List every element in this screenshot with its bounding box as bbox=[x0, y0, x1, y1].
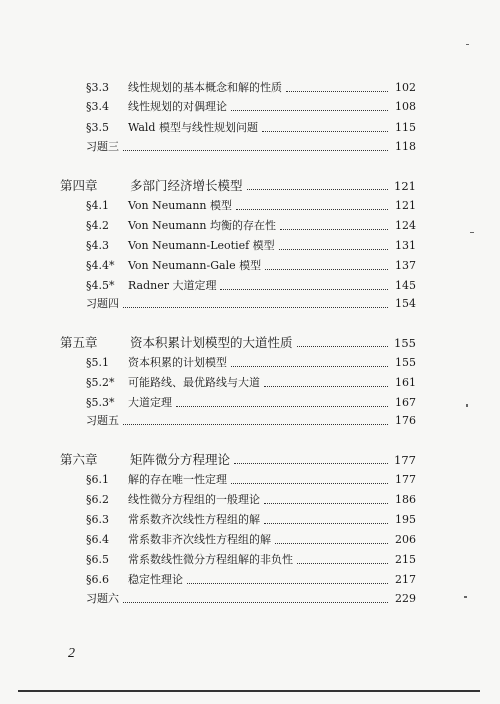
section-title: 解的存在唯一性定理 bbox=[128, 473, 227, 486]
toc-entry bbox=[86, 510, 416, 530]
leader-dots bbox=[265, 268, 388, 270]
leader-dots bbox=[123, 423, 388, 425]
exercise-entry bbox=[86, 137, 416, 157]
section-number: §6.5 bbox=[86, 553, 109, 566]
leader-dots bbox=[247, 188, 388, 190]
chapter-heading bbox=[60, 450, 416, 470]
section-number: §6.3 bbox=[86, 513, 109, 526]
toc-entry bbox=[86, 373, 416, 393]
toc-entry bbox=[86, 236, 416, 256]
page-number: 154 bbox=[395, 297, 416, 310]
page-number: 177 bbox=[395, 473, 416, 486]
bottom-rule bbox=[18, 690, 480, 692]
section-number: §4.5* bbox=[86, 279, 115, 292]
section-title: 资本积累的计划模型 bbox=[128, 356, 227, 369]
section-title: Von Neumann-Leotief 模型 bbox=[128, 239, 275, 252]
section-number: §4.1 bbox=[86, 199, 109, 212]
leader-dots bbox=[236, 208, 388, 210]
scan-speck bbox=[466, 404, 468, 407]
toc-entry bbox=[86, 216, 416, 236]
page-number: 155 bbox=[394, 336, 416, 350]
leader-dots bbox=[231, 482, 388, 484]
leader-dots bbox=[297, 562, 388, 564]
exercise-title: 习题六 bbox=[86, 592, 119, 605]
page-number: 121 bbox=[394, 179, 416, 193]
section-number: §4.3 bbox=[86, 239, 109, 252]
toc-entry bbox=[86, 196, 416, 216]
leader-dots bbox=[231, 365, 388, 367]
exercise-title: 习题四 bbox=[86, 297, 119, 310]
page-number: 115 bbox=[395, 121, 416, 134]
toc-entry bbox=[86, 118, 416, 138]
section-number: §3.5 bbox=[86, 121, 109, 134]
leader-dots bbox=[262, 130, 388, 132]
toc-entry bbox=[86, 353, 416, 373]
page-number: 118 bbox=[395, 140, 416, 153]
section-number: §5.1 bbox=[86, 356, 109, 369]
exercise-entry bbox=[86, 411, 416, 431]
page-number: 131 bbox=[395, 239, 416, 252]
section-title: Von Neumann 均衡的存在性 bbox=[128, 219, 277, 232]
section-title: Radner 大道定理 bbox=[128, 279, 217, 292]
page-number: 186 bbox=[395, 493, 416, 506]
page-number: 176 bbox=[395, 414, 416, 427]
section-number: §5.3* bbox=[86, 396, 115, 409]
chapter-heading bbox=[60, 333, 416, 353]
scan-speck bbox=[464, 596, 467, 598]
page-number: 161 bbox=[395, 376, 416, 389]
scan-speck bbox=[466, 44, 469, 45]
leader-dots bbox=[234, 462, 388, 464]
toc-entry bbox=[86, 97, 416, 117]
section-title: 大道定理 bbox=[128, 396, 172, 409]
page-number: 167 bbox=[395, 396, 416, 409]
leader-dots bbox=[187, 582, 388, 584]
page-number: 215 bbox=[395, 553, 416, 566]
page-number: 124 bbox=[395, 219, 416, 232]
section-number: §4.4* bbox=[86, 259, 115, 272]
leader-dots bbox=[123, 149, 388, 151]
leader-dots bbox=[297, 345, 388, 347]
section-number: §4.2 bbox=[86, 219, 109, 232]
section-number: §3.3 bbox=[86, 81, 109, 94]
page-number: 137 bbox=[395, 259, 416, 272]
toc-entry bbox=[86, 78, 416, 98]
section-title: Von Neumann 模型 bbox=[128, 199, 233, 212]
chapter-title: 矩阵微分方程理论 bbox=[130, 452, 231, 467]
leader-dots bbox=[176, 405, 388, 407]
page-number: 121 bbox=[395, 199, 416, 212]
leader-dots bbox=[280, 228, 388, 230]
chapter-title: 多部门经济增长模型 bbox=[130, 178, 243, 193]
section-title: Wald 模型与线性规划问题 bbox=[128, 121, 258, 134]
chapter-title: 资本积累计划模型的大道性质 bbox=[130, 335, 293, 350]
section-title: 常系数非齐次线性方程组的解 bbox=[128, 533, 271, 546]
page-number: 177 bbox=[394, 453, 416, 467]
section-title: 常系数线性微分方程组解的非负性 bbox=[128, 553, 293, 566]
section-title: 常系数齐次线性方程组的解 bbox=[128, 513, 260, 526]
leader-dots bbox=[123, 306, 388, 308]
section-title: 线性微分方程组的一般理论 bbox=[128, 493, 260, 506]
toc-entry bbox=[86, 256, 416, 276]
section-title: 线性规划的对偶理论 bbox=[128, 100, 227, 113]
toc-entry bbox=[86, 470, 416, 490]
chapter-heading bbox=[60, 176, 416, 196]
chapter-number: 第五章 bbox=[60, 335, 98, 350]
toc-entry bbox=[86, 490, 416, 510]
leader-dots bbox=[220, 288, 388, 290]
section-number: §3.4 bbox=[86, 100, 109, 113]
section-number: §6.1 bbox=[86, 473, 109, 486]
toc-entry bbox=[86, 550, 416, 570]
page-number: 195 bbox=[395, 513, 416, 526]
page-number: 102 bbox=[395, 81, 416, 94]
section-title: 线性规划的基本概念和解的性质 bbox=[128, 81, 282, 94]
toc-entry bbox=[86, 530, 416, 550]
chapter-number: 第六章 bbox=[60, 452, 98, 467]
chapter-number: 第四章 bbox=[60, 178, 98, 193]
section-title: Von Neumann-Gale 模型 bbox=[128, 259, 262, 272]
leader-dots bbox=[286, 90, 388, 92]
page-number: 229 bbox=[395, 592, 416, 605]
section-number: §6.4 bbox=[86, 533, 109, 546]
leader-dots bbox=[231, 109, 388, 111]
page-number: 155 bbox=[395, 356, 416, 369]
toc-entry bbox=[86, 393, 416, 413]
leader-dots bbox=[264, 522, 388, 524]
leader-dots bbox=[275, 542, 388, 544]
scan-speck bbox=[470, 232, 474, 233]
exercise-title: 习题五 bbox=[86, 414, 119, 427]
page-number: 206 bbox=[395, 533, 416, 546]
leader-dots bbox=[123, 601, 388, 603]
exercise-entry bbox=[86, 294, 416, 314]
page-folio: 2 bbox=[68, 646, 75, 661]
exercise-entry bbox=[86, 589, 416, 609]
section-title: 稳定性理论 bbox=[128, 573, 183, 586]
toc-entry bbox=[86, 276, 416, 296]
page-number: 217 bbox=[395, 573, 416, 586]
section-number: §5.2* bbox=[86, 376, 115, 389]
section-number: §6.6 bbox=[86, 573, 109, 586]
toc-entry bbox=[86, 570, 416, 590]
section-number: §6.2 bbox=[86, 493, 109, 506]
exercise-title: 习题三 bbox=[86, 140, 119, 153]
page-number: 145 bbox=[395, 279, 416, 292]
leader-dots bbox=[279, 248, 388, 250]
leader-dots bbox=[264, 385, 388, 387]
leader-dots bbox=[264, 502, 388, 504]
page-number: 108 bbox=[395, 100, 416, 113]
section-title: 可能路线、最优路线与大道 bbox=[128, 376, 260, 389]
